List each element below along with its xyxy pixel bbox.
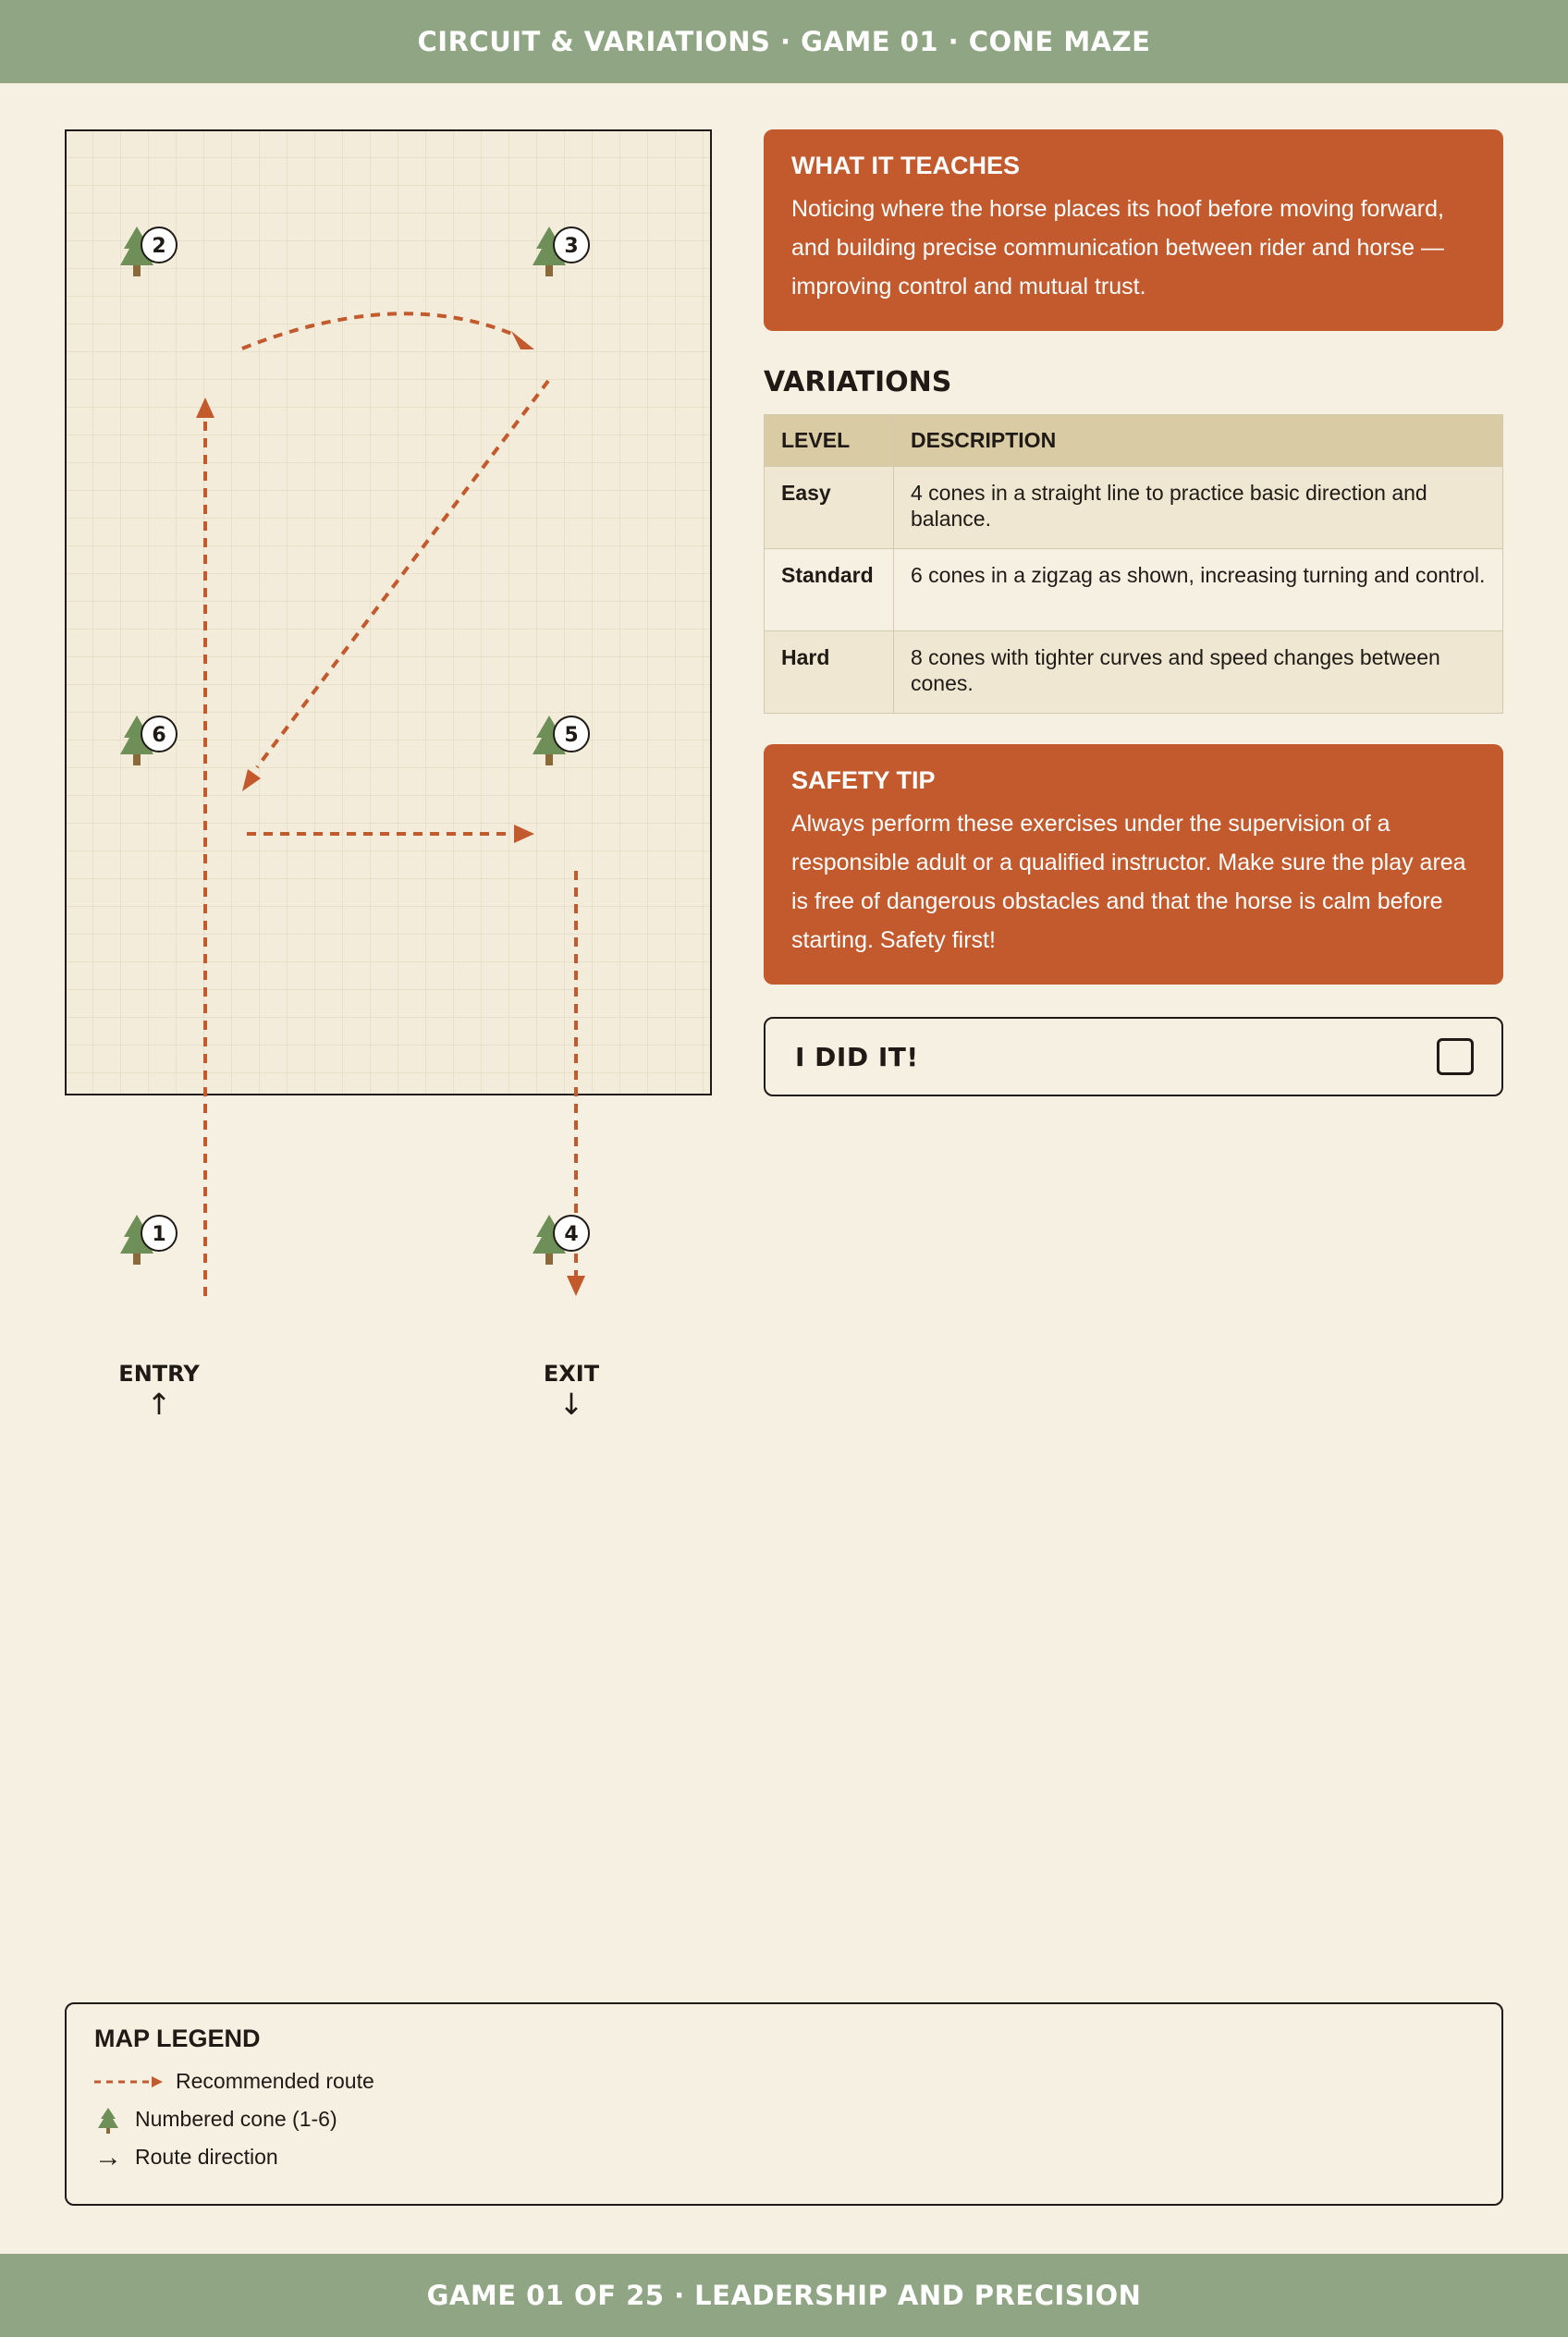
arrow-right-icon: → — [94, 2141, 122, 2172]
what-it-teaches-text: Noticing where the horse places its hoof before moving forward, and building precise communication between rider and horse — improving control and mutual trust. — [791, 196, 1444, 300]
cone-number: 4 — [564, 1223, 579, 1246]
cone-number: 6 — [152, 724, 166, 747]
footer-title: GAME 01 OF 25 · LEADERSHIP AND PRECISION — [426, 2280, 1142, 2311]
cone-number: 2 — [152, 235, 166, 258]
exit-label: EXIT — [543, 1361, 600, 1387]
did-it-panel — [764, 1017, 1503, 1096]
what-it-teaches-title: WHAT IT TEACHES — [791, 152, 1020, 179]
table-row — [765, 467, 1503, 549]
what-it-teaches-card — [764, 129, 1503, 331]
table-row — [765, 549, 1503, 631]
legend-item-text: Numbered cone (1-6) — [135, 2107, 337, 2131]
did-it-checkbox[interactable] — [1437, 1038, 1474, 1075]
safety-tip-card — [764, 744, 1503, 985]
entry-arrow: ↑ — [146, 1387, 172, 1422]
map-legend — [65, 2002, 1503, 2206]
entry-label: ENTRY — [118, 1361, 200, 1387]
column-header-level: LEVEL — [765, 415, 894, 467]
legend-item-cone — [94, 2100, 1474, 2138]
course-map — [0, 83, 740, 1470]
level-cell: Easy — [765, 467, 894, 549]
cone-4 — [533, 1215, 589, 1265]
safety-tip-title: SAFETY TIP — [791, 766, 936, 794]
dashed-route-icon — [94, 2074, 163, 2089]
level-cell: Hard — [765, 631, 894, 714]
header-title: CIRCUIT & VARIATIONS · GAME 01 · CONE MAZE — [417, 26, 1151, 57]
description-cell: 8 cones with tighter curves and speed changes between cones. — [894, 631, 1503, 714]
cone-number: 5 — [564, 724, 579, 747]
level-cell: Standard — [765, 549, 894, 631]
page-footer — [0, 2254, 1568, 2337]
variations-table — [764, 414, 1503, 714]
cone-1 — [120, 1215, 177, 1265]
description-cell: 6 cones in a zigzag as shown, increasing turning and control. — [894, 549, 1503, 631]
page-header — [0, 0, 1568, 83]
field-grid — [66, 130, 711, 1095]
table-header-row — [765, 415, 1503, 467]
cone-icon — [94, 2106, 122, 2134]
exit-arrow: ↓ — [558, 1387, 584, 1422]
route-arrowhead-down — [567, 1276, 585, 1296]
cone-number: 3 — [564, 235, 579, 258]
legend-item-route — [94, 2062, 1474, 2100]
legend-item-direction — [94, 2138, 1474, 2176]
course-map-svg — [0, 83, 740, 1470]
safety-tip-text: Always perform these exercises under the supervision of a responsible adult or a qualified instructor. Make sure the play area is free of dangerous obstacles and that the horse is calm before starting. Safety first! — [791, 811, 1466, 953]
column-header-description: DESCRIPTION — [894, 415, 1503, 467]
description-cell: 4 cones in a straight line to practice basic direction and balance. — [894, 467, 1503, 549]
did-it-label: I DID IT! — [795, 1041, 919, 1072]
cone-number: 1 — [152, 1223, 166, 1246]
legend-item-text: Recommended route — [176, 2069, 374, 2093]
legend-title: MAP LEGEND — [94, 2025, 261, 2052]
legend-item-text: Route direction — [135, 2145, 278, 2169]
table-row — [765, 631, 1503, 714]
variations-title: VARIATIONS — [764, 366, 952, 398]
